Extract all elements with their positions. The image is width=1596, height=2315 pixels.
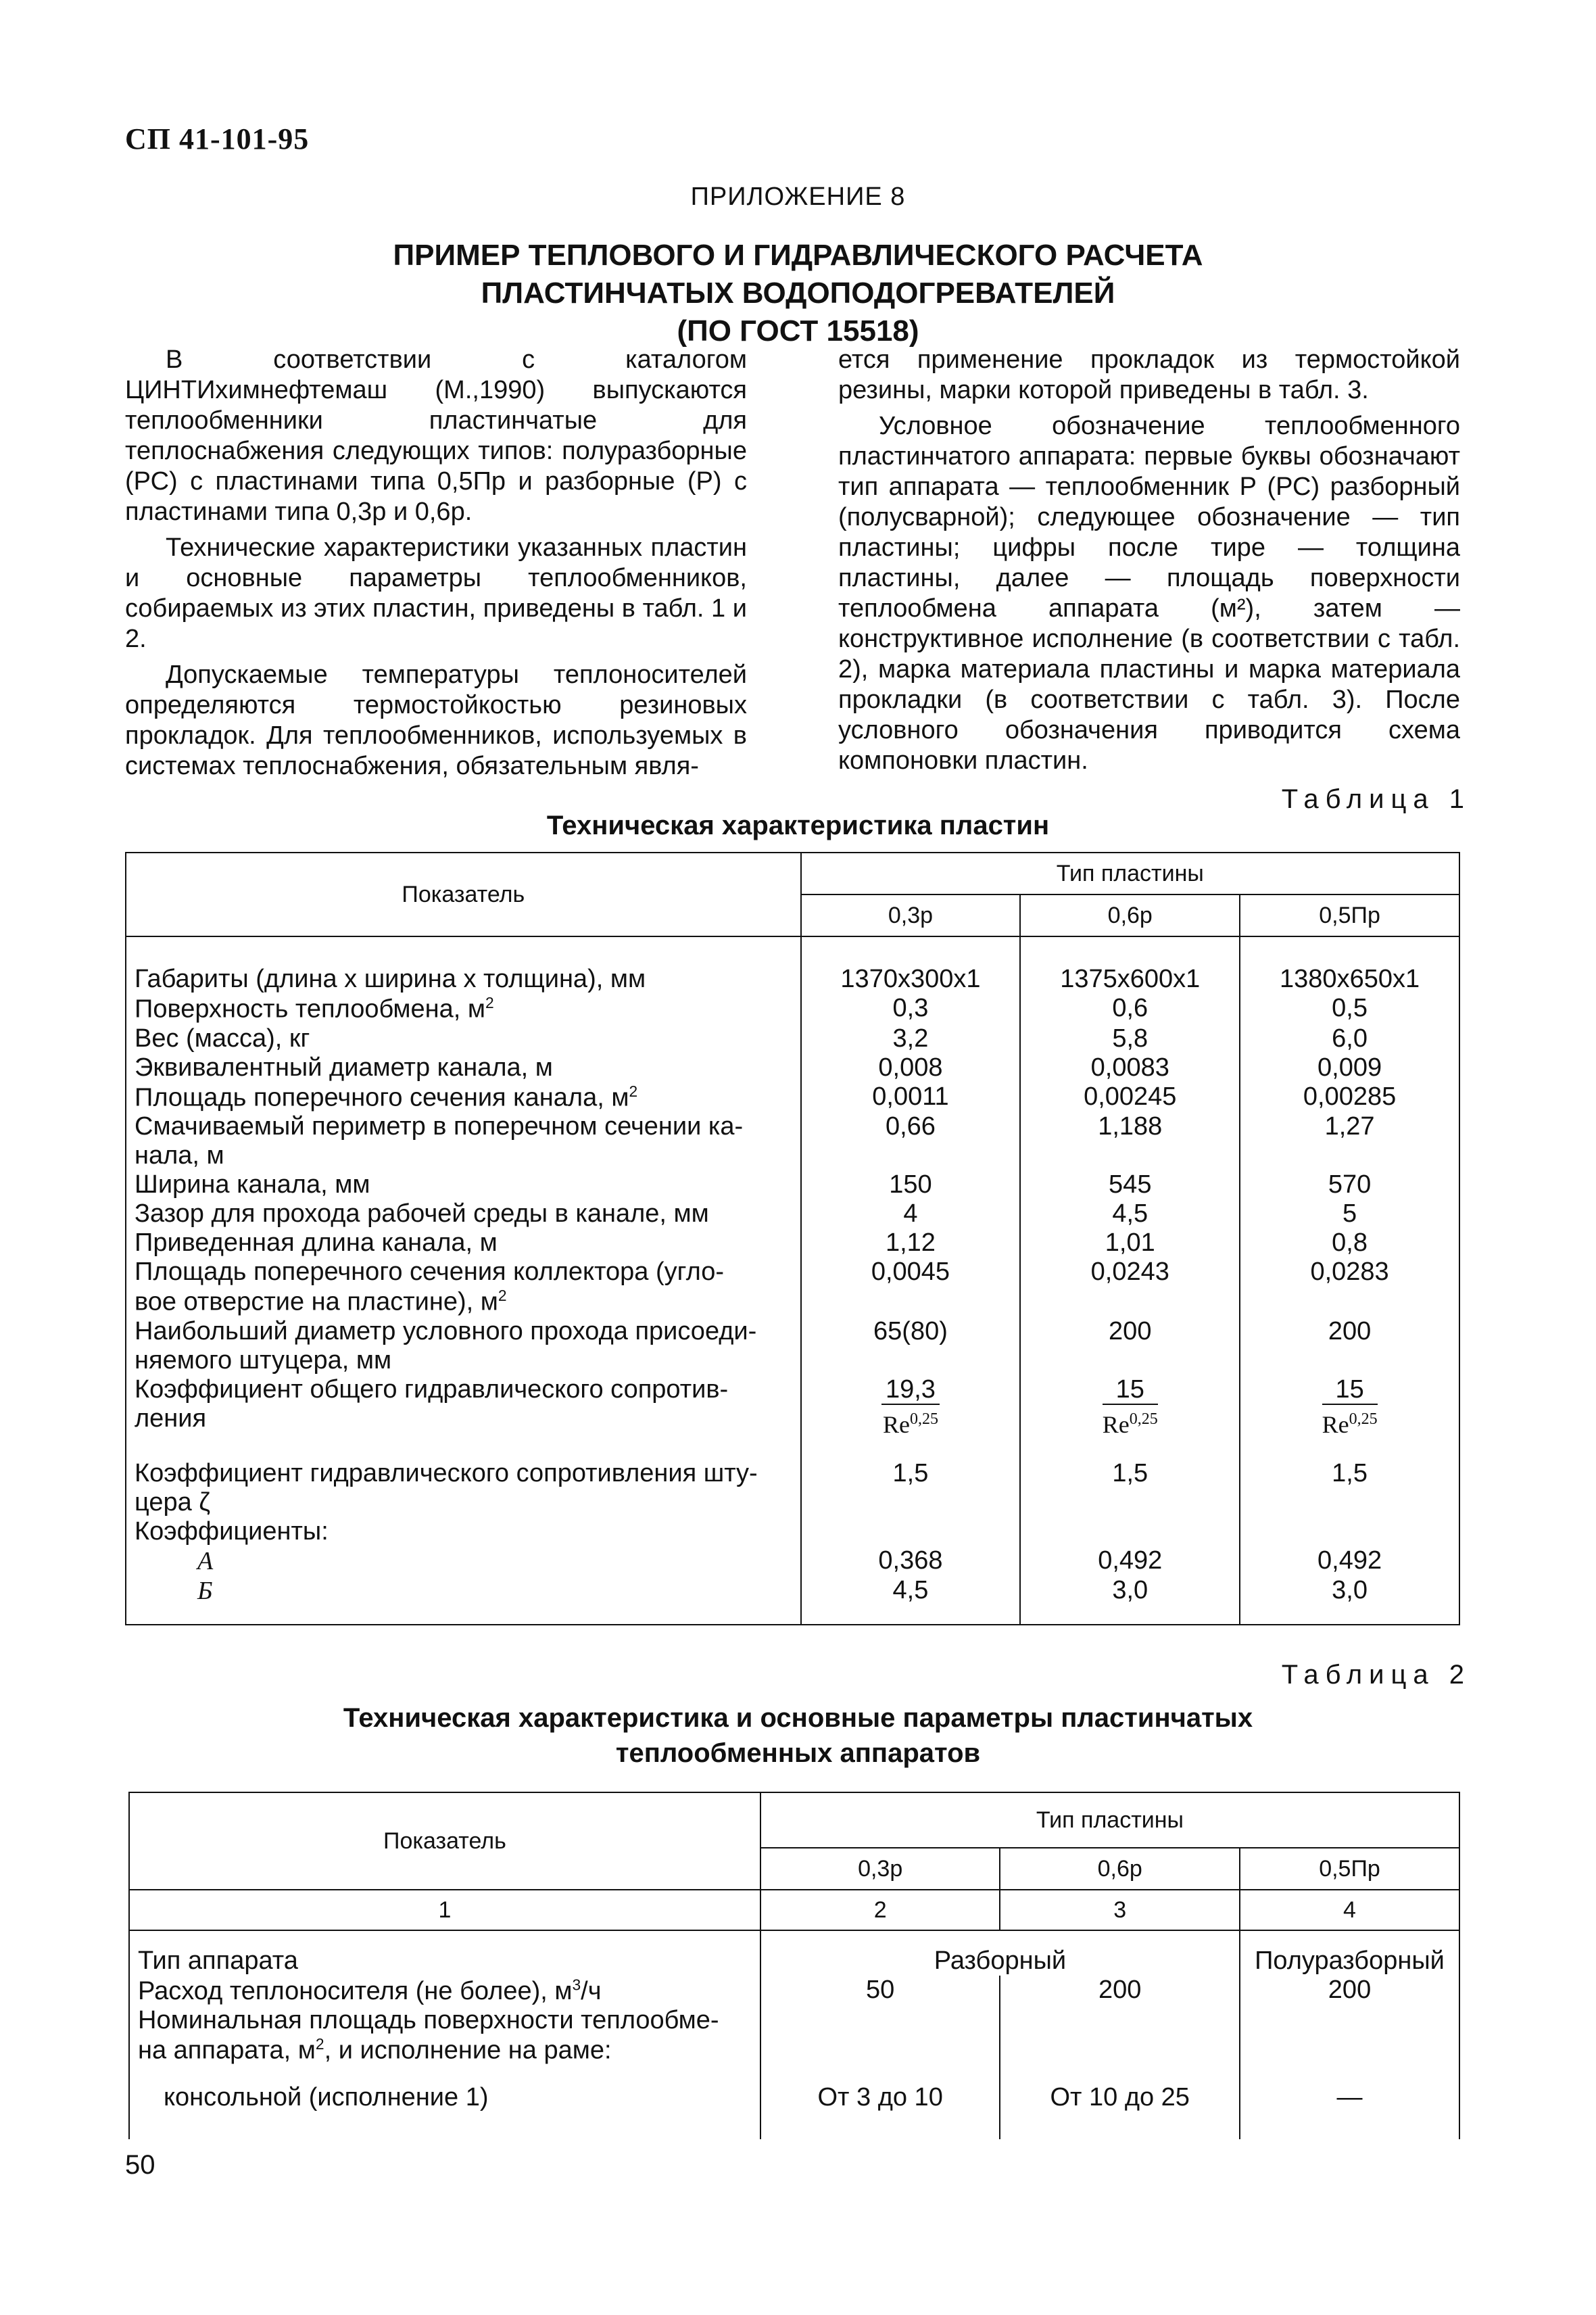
row-label <box>126 1450 801 1517</box>
row-value <box>1020 1375 1240 1450</box>
table-row <box>129 2006 1459 2066</box>
row-label <box>126 1170 801 1199</box>
row-label <box>126 1024 801 1053</box>
caption-line: Техническая характеристика и основные параметры пластинчатых <box>343 1703 1253 1733</box>
row-value: 1380x650x1 <box>1240 965 1459 994</box>
row-label-line: Поверхность теплообмена, $м^2$ <box>135 994 494 1024</box>
row-label <box>126 1375 801 1450</box>
table2-col-number: 1 <box>129 1890 760 1930</box>
table-row <box>126 1317 1459 1375</box>
title-line: (ПО ГОСТ 15518) <box>677 314 919 348</box>
table1-body <box>126 965 1459 1606</box>
table1-label: Таблица 1 <box>1281 784 1471 814</box>
table2-caption <box>0 1700 1596 1771</box>
row-value: 0,00285 <box>1240 1082 1459 1113</box>
row-label-line: цера ζ <box>135 1487 211 1517</box>
row-value <box>801 1375 1021 1450</box>
fraction-exponent: 0,25 <box>1129 1410 1158 1428</box>
row-value <box>1020 1517 1240 1546</box>
row-label <box>129 1976 760 2006</box>
row-label-line: Приведенная длина канала, м <box>135 1228 498 1258</box>
document-code: СП 41-101-95 <box>125 122 310 156</box>
row-label-line: Площадь поперечного сечения коллектора (угло- <box>135 1258 725 1287</box>
row-label-line: нала, м <box>135 1141 224 1170</box>
table1-group-header: Тип пластины <box>801 853 1459 894</box>
row-label-line: Наибольший диаметр условного прохода присоеди- <box>135 1316 757 1345</box>
row-label <box>126 1546 801 1576</box>
title-line: ПЛАСТИНЧАТЫХ ВОДОПОДОГРЕВАТЕЛЕЙ <box>481 277 1115 310</box>
fraction-numerator: 19,3 <box>881 1375 940 1405</box>
resistance-fraction <box>1322 1375 1378 1439</box>
row-label <box>126 965 801 994</box>
paragraph: В соответствии с каталогом ЦИНТИхимнефтемаш (М.,1990) выпускаются теплообменники пластинчатые для теплоснабжения следующих типов: полуразборные (РС) с пластинами типа 0,5Пр и разборные (Р) с пластинами типа 0,3р и 0,6р. <box>125 345 747 526</box>
row-value: 0,0243 <box>1020 1258 1240 1317</box>
row-label <box>126 1258 801 1317</box>
appendix-label: ПРИЛОЖЕНИЕ 8 <box>690 183 906 211</box>
table-row <box>129 2065 1459 2112</box>
row-value: 4,5 <box>801 1576 1021 1606</box>
row-value: 4 <box>801 1199 1021 1228</box>
title-line: ПРИМЕР ТЕПЛОВОГО И ГИДРАВЛИЧЕСКОГО РАСЧЕТА <box>393 239 1203 272</box>
table-row <box>126 1576 1459 1606</box>
row-label: консольной (исполнение 1) <box>129 2065 760 2112</box>
table2-col-number: 3 <box>1000 1890 1240 1930</box>
paragraph: Условное обозначение теплообменного пластинчатого аппарата: первые буквы обозначают тип аппарата — теплообменник Р (РС) разборный (полусварной); следующее обозначение — тип пластины; цифры после тире — толщина пластины, далее — площадь поверхности теплообмена аппарата (м²), затем — конструктивное исполнение (в соответствии с табл. 2), марка материала пластины и марка материала прокладки (в соответствии с табл. 3). После условного обозначения приводится схема компоновки пластин. <box>838 412 1460 775</box>
row-label <box>126 1228 801 1258</box>
row-value: 0,0045 <box>801 1258 1021 1317</box>
fraction-exponent: 0,25 <box>1349 1410 1378 1428</box>
row-value: 0,008 <box>801 1053 1021 1082</box>
fraction-numerator: 15 <box>1322 1375 1378 1405</box>
row-value: 0,492 <box>1240 1546 1459 1576</box>
table1-type-header: 0,6р <box>1020 894 1240 936</box>
table-row <box>126 994 1459 1024</box>
row-label <box>126 1317 801 1375</box>
row-label: Тип аппарата <box>129 1947 760 1976</box>
row-label-line: А <box>197 1546 214 1575</box>
fraction-exponent: 0,25 <box>909 1410 938 1428</box>
row-value: 5 <box>1240 1199 1459 1228</box>
resistance-fraction <box>881 1375 940 1439</box>
table-row <box>126 1517 1459 1546</box>
table-row <box>129 1976 1459 2006</box>
row-value: 4,5 <box>1020 1199 1240 1228</box>
table2-col-number: 2 <box>760 1890 1000 1930</box>
table-row <box>126 1228 1459 1258</box>
left-column <box>125 345 747 787</box>
row-value: 1,12 <box>801 1228 1021 1258</box>
row-label <box>126 1517 801 1546</box>
resistance-fraction <box>1103 1375 1158 1439</box>
row-label <box>126 1053 801 1082</box>
row-value: 0,5 <box>1240 994 1459 1024</box>
row-value: 0,6 <box>1020 994 1240 1024</box>
row-value: От 3 до 10 <box>760 2065 1000 2112</box>
row-value: 1,188 <box>1020 1112 1240 1170</box>
paragraph: Технические характеристики указанных пластин и основные параметры теплообменников, собираемых из этих пластин, приведены в табл. 1 и 2. <box>125 533 747 653</box>
row-value: 200 <box>1240 1976 1459 2006</box>
row-label <box>126 1199 801 1228</box>
table2 <box>128 1792 1460 2139</box>
table2-type-header: 0,3р <box>760 1848 1000 1890</box>
row-value: 0,00245 <box>1020 1082 1240 1113</box>
table-row <box>126 1199 1459 1228</box>
row-value: 0,0283 <box>1240 1258 1459 1317</box>
row-value: 50 <box>760 1976 1000 2006</box>
row-value: 1370x300x1 <box>801 965 1021 994</box>
row-value: 1,01 <box>1020 1228 1240 1258</box>
row-value: 150 <box>801 1170 1021 1199</box>
table-row <box>126 1082 1459 1113</box>
table-row <box>126 1053 1459 1082</box>
row-value: 545 <box>1020 1170 1240 1199</box>
table1-col-header: Показатель <box>126 853 801 936</box>
row-value: 0,0011 <box>801 1082 1021 1113</box>
table-row <box>126 1375 1459 1450</box>
row-label-line: Габариты (длина x ширина x толщина), мм <box>135 965 646 993</box>
table2-col-header: Показатель <box>129 1792 760 1890</box>
row-value: 570 <box>1240 1170 1459 1199</box>
table2-type-header: 0,6р <box>1000 1848 1240 1890</box>
row-value: 1375x600x1 <box>1020 965 1240 994</box>
table1-type-header: 0,3р <box>801 894 1021 936</box>
row-value: 3,0 <box>1240 1576 1459 1606</box>
right-column <box>838 345 1460 782</box>
fraction-denominator: Re$^{0,25}$ <box>1102 1410 1158 1438</box>
row-value: 3,0 <box>1020 1576 1240 1606</box>
row-value: 0,368 <box>801 1546 1021 1576</box>
table-row <box>126 1170 1459 1199</box>
row-value: 0,66 <box>801 1112 1021 1170</box>
row-value: Полуразборный <box>1240 1947 1459 1976</box>
row-value: 65(80) <box>801 1317 1021 1375</box>
row-label-line: вое отверстие на пластине), $м^2$ <box>135 1287 507 1316</box>
table2-col-number: 4 <box>1240 1890 1459 1930</box>
paragraph: Допускаемые температуры теплоносителей определяются термостойкостью резиновых прокладок. Для теплообменников, используемых в системах теплоснабжения, обязательным явля- <box>125 661 747 780</box>
table-row <box>126 1258 1459 1317</box>
row-value: 1,5 <box>801 1450 1021 1517</box>
table2-label: Таблица 2 <box>1281 1660 1471 1690</box>
row-value: 1,27 <box>1240 1112 1459 1170</box>
caption-line: теплообменных аппаратов <box>615 1738 981 1768</box>
row-label <box>126 1576 801 1606</box>
row-value: От 10 до 25 <box>1000 2065 1240 2112</box>
row-value: 0,492 <box>1020 1546 1240 1576</box>
row-value: 0,8 <box>1240 1228 1459 1258</box>
row-label-line: Ширина канала, мм <box>135 1170 370 1199</box>
table1-type-header: 0,5Пр <box>1240 894 1459 936</box>
table2-type-header: 0,5Пр <box>1240 1848 1459 1890</box>
row-value: 6,0 <box>1240 1024 1459 1053</box>
table-row <box>126 965 1459 994</box>
fraction-denominator: Re$^{0,25}$ <box>882 1410 938 1438</box>
row-value <box>1240 1375 1459 1450</box>
row-value <box>1240 1517 1459 1546</box>
row-value: — <box>1240 2065 1459 2112</box>
row-label <box>126 1112 801 1170</box>
row-value: 200 <box>1020 1317 1240 1375</box>
page-number: 50 <box>125 2150 155 2180</box>
fraction-numerator: 15 <box>1103 1375 1158 1405</box>
row-value: 5,8 <box>1020 1024 1240 1053</box>
row-label-line: няемого штуцера, мм <box>135 1345 392 1375</box>
row-label-line: ления <box>135 1404 207 1433</box>
row-value: 1,5 <box>1240 1450 1459 1517</box>
row-value <box>801 1517 1021 1546</box>
table1 <box>125 852 1460 1625</box>
row-label-line: Зазор для прохода рабочей среды в канале, мм <box>135 1199 709 1228</box>
row-label-line: Б <box>197 1576 213 1605</box>
page-title <box>0 237 1596 350</box>
row-label <box>126 994 801 1024</box>
table-row <box>126 1546 1459 1576</box>
row-value: Разборный <box>760 1947 1240 1976</box>
row-label-line: Коэффициенты: <box>135 1517 329 1546</box>
table-row <box>126 1112 1459 1170</box>
row-label-line: Номинальная площадь поверхности теплообме- <box>138 2005 719 2034</box>
row-value: 200 <box>1240 1317 1459 1375</box>
row-value: 1,5 <box>1020 1450 1240 1517</box>
row-label <box>126 1082 801 1113</box>
paragraph: ется применение прокладок из термостойкой резины, марки которой приведены в табл. 3. <box>838 345 1460 404</box>
row-value: 200 <box>1000 1976 1240 2006</box>
table-row <box>126 1024 1459 1053</box>
fraction-denominator: Re$^{0,25}$ <box>1322 1410 1378 1438</box>
row-value: 0,009 <box>1240 1053 1459 1082</box>
row-value: 0,0083 <box>1020 1053 1240 1082</box>
row-label-line: Вес (масса), кг <box>135 1024 310 1053</box>
row-label-line: Коэффициент гидравлического сопротивления шту- <box>135 1458 758 1487</box>
row-label <box>129 2006 760 2066</box>
row-value: 0,3 <box>801 994 1021 1024</box>
row-label-line: Коэффициент общего гидравлического сопротив- <box>135 1375 729 1404</box>
table-row <box>126 1450 1459 1517</box>
row-label-text: Расход теплоносителя (не более), $м^3/ч$ <box>138 1976 602 2005</box>
row-label-line: Смачиваемый периметр в поперечном сечении ка- <box>135 1112 744 1141</box>
row-label-line: Площадь поперечного сечения канала, $м^2$ <box>135 1082 638 1112</box>
table2-group-header: Тип пластины <box>760 1792 1459 1848</box>
row-label-line: Эквивалентный диаметр канала, м <box>135 1053 553 1082</box>
table1-caption: Техническая характеристика пластин <box>546 811 1050 840</box>
table-row <box>129 1947 1459 1976</box>
row-value: 3,2 <box>801 1024 1021 1053</box>
row-label-line: на аппарата, $м^2$, и исполнение на раме: <box>138 2034 612 2065</box>
